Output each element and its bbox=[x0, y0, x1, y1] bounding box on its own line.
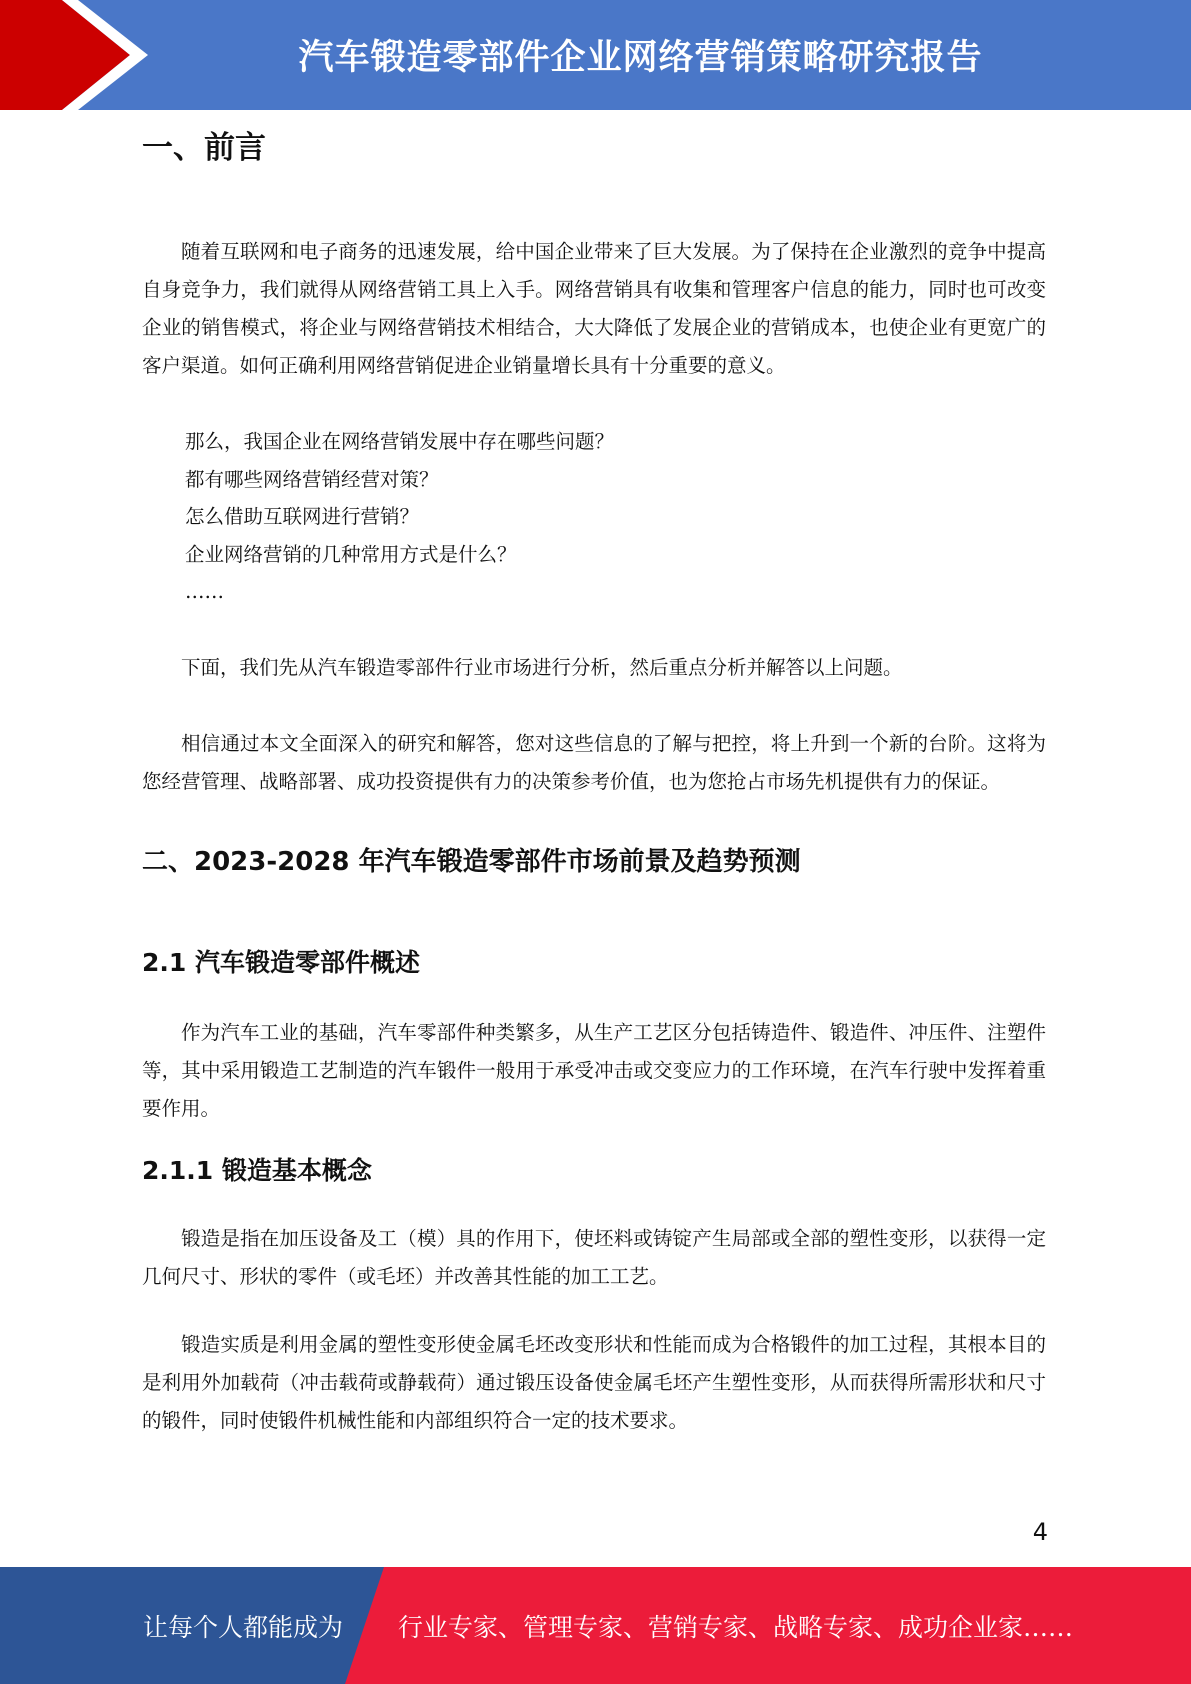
concept-paragraph-2: 锻造实质是利用金属的塑性变形使金属毛坯改变形状和性能而成为合格锻件的加工过程，其根本目的是利用外加载荷（冲击载荷或静载荷）通过锻压设备使金属毛坯产生塑性变形，从而获得所需形状和尺寸的锻件，同时使锻件机械性能和内部组织符合一定的技术要求。 bbox=[142, 1332, 1046, 1432]
section-title-market: 二、2023-2028 年汽车锻造零部件市场前景及趋势预测 bbox=[142, 846, 801, 877]
overview-paragraph: 作为汽车工业的基础，汽车零部件种类繁多，从生产工艺区分包括铸造件、锻造件、冲压件、注塑件等，其中采用锻造工艺制造的汽车锻件一般用于承受冲击或交变应力的工作环境，在汽车行驶中发挥着重要作用。 bbox=[142, 1020, 1046, 1120]
header-arrow-decoration bbox=[0, 0, 160, 110]
page-number: 4 bbox=[1032, 1518, 1048, 1546]
section-title-preface: 一、前言 bbox=[142, 130, 266, 166]
list-item: 企业网络营销的几种常用方式是什么？ bbox=[185, 542, 517, 566]
preface-paragraph-3: 相信通过本文全面深入的研究和解答，您对这些信息的了解与把控，将上升到一个新的台阶。这将为您经营管理、战略部署、成功投资提供有力的决策参考价值，也为您抢占市场先机提供有力的保证。 bbox=[142, 731, 1046, 793]
subsection-title-concept: 2.1.1 锻造基本概念 bbox=[142, 1155, 372, 1185]
preface-paragraph-2: 下面，我们先从汽车锻造零部件行业市场进行分析，然后重点分析并解答以上问题。 bbox=[181, 655, 903, 679]
footer-slogan-left: 让每个人都能成为 bbox=[143, 1612, 344, 1642]
concept-paragraph-1: 锻造是指在加压设备及工（模）具的作用下，使坯料或铸锭产生局部或全部的塑性变形，以获得一定几何尺寸、形状的零件（或毛坯）并改善其性能的加工工艺。 bbox=[142, 1226, 1046, 1288]
question-list bbox=[142, 423, 1046, 611]
subsection-title-overview: 2.1 汽车锻造零部件概述 bbox=[142, 947, 420, 977]
list-item: 都有哪些网络营销经营对策？ bbox=[185, 467, 439, 491]
page-content bbox=[142, 130, 1046, 1440]
footer-slogan-right: 行业专家、管理专家、营销专家、战略专家、成功企业家…… bbox=[398, 1612, 1074, 1642]
list-item: 怎么借助互联网进行营销？ bbox=[185, 505, 420, 529]
list-item: …… bbox=[185, 580, 224, 604]
page-header bbox=[0, 0, 1191, 110]
report-title: 汽车锻造零部件企业网络营销策略研究报告 bbox=[298, 38, 983, 78]
list-item: 那么，我国企业在网络营销发展中存在哪些问题？ bbox=[185, 430, 615, 454]
page-footer bbox=[0, 1567, 1191, 1684]
preface-paragraph-1: 随着互联网和电子商务的迅速发展，给中国企业带来了巨大发展。为了保持在企业激烈的竞争中提高自身竞争力，我们就得从网络营销工具上入手。网络营销具有收集和管理客户信息的能力，同时也可改变企业的销售模式，将企业与网络营销技术相结合，大大降低了发展企业的营销成本，也使企业有更宽广的客户渠道。如何正确利用网络营销促进企业销量增长具有十分重要的意义。 bbox=[142, 240, 1046, 378]
